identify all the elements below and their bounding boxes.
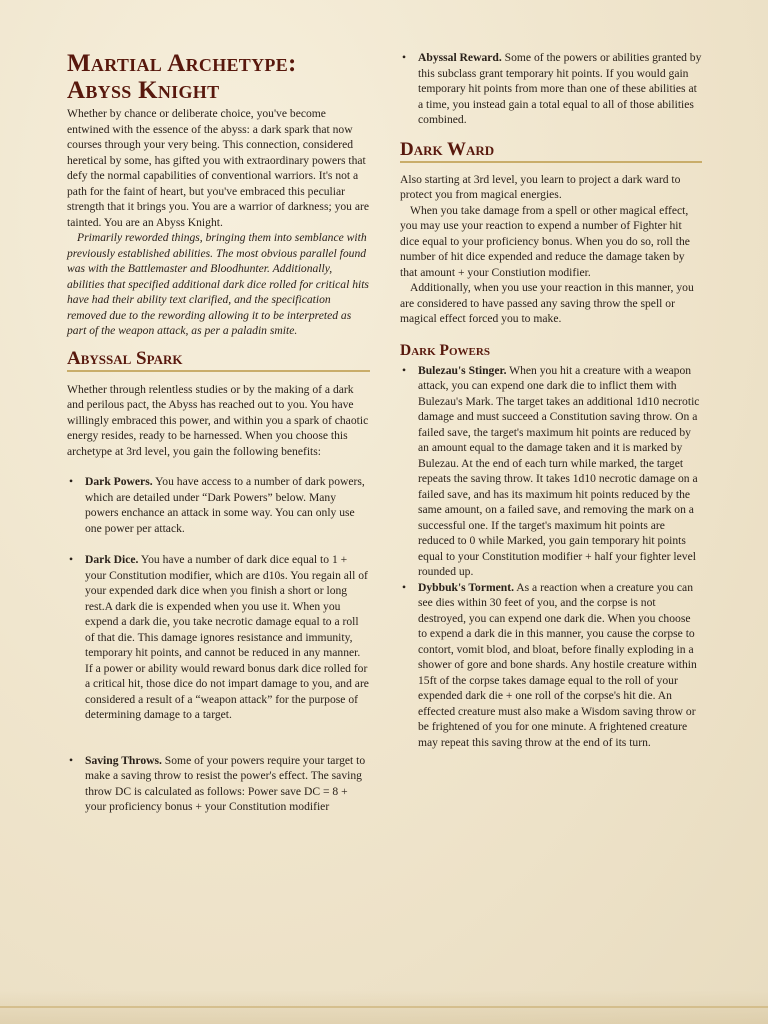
dark-ward-paragraph-2: When you take damage from a spell or other magical effect, you may use your reaction to expend a number of Fighter hit dice equal to your proficiency bonus. When you do so, roll the number of hit dice expended and reduce the damage taken by that amount + your Constiution modifier. (400, 203, 690, 279)
bullet-icon: • (402, 363, 407, 377)
list-item-text: Some of your powers require your target to make a saving throw to resist the power's effect. The saving throw DC is calculated as follows: Power save DC = 8 + your proficiency bonus + your Constitution modifier (85, 753, 366, 813)
dark-ward-paragraph-3: Additionally, when you use your reaction in this manner, you are considered to have passed any saving throw the spell or magical effect forced you to make. (400, 281, 694, 325)
list-item-text: As a reaction when a creature you can see dies within 30 feet of you, and the corpse is not destroyed, you can expend one dark die. When you choose to expend a dark die in this manner, you cause the corpse to contort, vomit blod, and bloat, before finally exploding in a shower of gore and bone shards. Any hostile creature within 15ft of the corpse takes damage equal to the roll of your expended dark die + one roll of the corpse's hit die. An effected creature must also make a Wisdom saving throw or be frightened of you for one minute. A frightened creature may repeat this saving throw at the end of its turn. (418, 580, 697, 749)
subsection-heading-dark-powers: Dark Powers (400, 341, 490, 359)
left-column (67, 50, 370, 815)
bullet-icon: • (402, 51, 407, 64)
intro-paragraph: Whether by chance or deliberate choice, you've become entwined with the essence of the abyss: a dark spark that now courses through your very being. This connection, considered heretical by some, has gifted you with extraordinary powers that defy the normal capabilities of conventional warriors. It's not a path for the faint of heart, but you've embraced this peculiar strength that it brings you. You are a warrior of darkness; you are tainted. You are an Abyss Knight. (67, 107, 370, 229)
editor-note: Primarily reworded things, bringing them into semblance with previously established abilities. The most obvious parallel found was with the Battlemaster and Bloodhunter. Additionally, abilities that specified additional dark dice rolled for critical hits have had their ability text clarified, and the specification removed due to the rewording allowing it to be interpreted as part of the weapon attack, as per a paladin smite. (67, 231, 369, 337)
dark-ward-paragraph-1: Also starting at 3rd level, you learn to project a dark ward to protect you from magical energies. (400, 172, 681, 201)
section-heading-dark-ward: Dark Ward (400, 140, 702, 163)
title-line-1: Martial Archetype: (67, 50, 297, 77)
list-item-text: When you hit a creature with a weapon attack, you can expend one dark die to inflict them with Bulezau's Mark. The target takes an additional 1d10 necrotic damage and must succeed a Constitution saving throw. On a failed save, the target's maximum hit points are reduced by an amount equal to the damage taken and it is marked by Bulezau. At the end of each turn while marked, the target repeats the saving throw. It takes 1d10 necrotic damage on a failed save, and has its maximum hit points reduced by the same amount, on a failed save, and removing the mark on a successful one. If the target's maximum hit points are reduced to 0 while Marked, you gain temporary hit points equal to your Constitution modifier + half your fighter level rounded up. (418, 363, 700, 578)
list-item-text: You have a number of dark dice equal to 1 + your Constitution modifier, which are d10s. You regain all of your expended dark dice when you finish a short or long rest.A dark die is expended when you use it. When you expend a dark die, you take necrotic damage equal to a roll of that die. This damage ignores resistance and immunity, temporary hit points, and cannot be reduced in any manner. If a power or ability would reward bonus dark dice rolled for a critical hit, those dice do not impart damage to you, and are considered a result of a “weapon attack” for the purpose of determining damage to a target. (85, 553, 369, 721)
list-item-dark-powers (67, 474, 370, 536)
bullet-icon: • (69, 753, 74, 767)
title-line-2: Abyss Knight (67, 77, 220, 104)
list-item-text: You have access to a number of dark powers, which are detailed under “Dark Powers” below. Many powers enchance an attack in some way. You can only use one power per attack. (85, 475, 365, 535)
bullet-icon: • (69, 553, 74, 566)
list-item-title: Bulezau's Stinger. (418, 363, 507, 377)
list-item-title: Dark Dice. (85, 553, 139, 566)
list-item-title: Dybbuk's Torment. (418, 580, 515, 594)
reward-list (400, 50, 702, 128)
list-item-abyssal-reward (400, 50, 702, 128)
section-heading-abyssal-spark: Abyssal Spark (67, 349, 370, 372)
abyssal-spark-paragraph: Whether through relentless studies or by the making of a dark and perilous pact, the Abyss has reached out to you. You have willingly embraced this power, and within you a spark of chaotic energy resides, ready to be harnessed. When you choose this archetype at 3rd level, you gain the following benefits: (67, 382, 369, 458)
list-item-dybbuks-torment (400, 580, 702, 751)
powers-list (400, 363, 702, 751)
list-item-title: Abyssal Reward. (418, 51, 502, 64)
list-item-saving-throws (67, 753, 370, 815)
list-item-bulezaus-stinger (400, 363, 702, 580)
list-item-dark-dice (67, 552, 370, 723)
footer-divider (0, 1006, 768, 1008)
bullet-icon: • (69, 475, 74, 488)
list-item-title: Dark Powers. (85, 475, 153, 488)
list-item-title: Saving Throws. (85, 753, 162, 767)
page-title (67, 50, 370, 104)
right-column (400, 50, 702, 750)
bullet-icon: • (402, 580, 407, 594)
benefits-list (67, 474, 370, 815)
list-item-text: Some of the powers or abilities granted by this subclass grant temporary hit points. If you would gain temporary hit points from more than one of these abilities at a time, you instead gain a total equal to all of those abilities combined. (418, 51, 702, 126)
